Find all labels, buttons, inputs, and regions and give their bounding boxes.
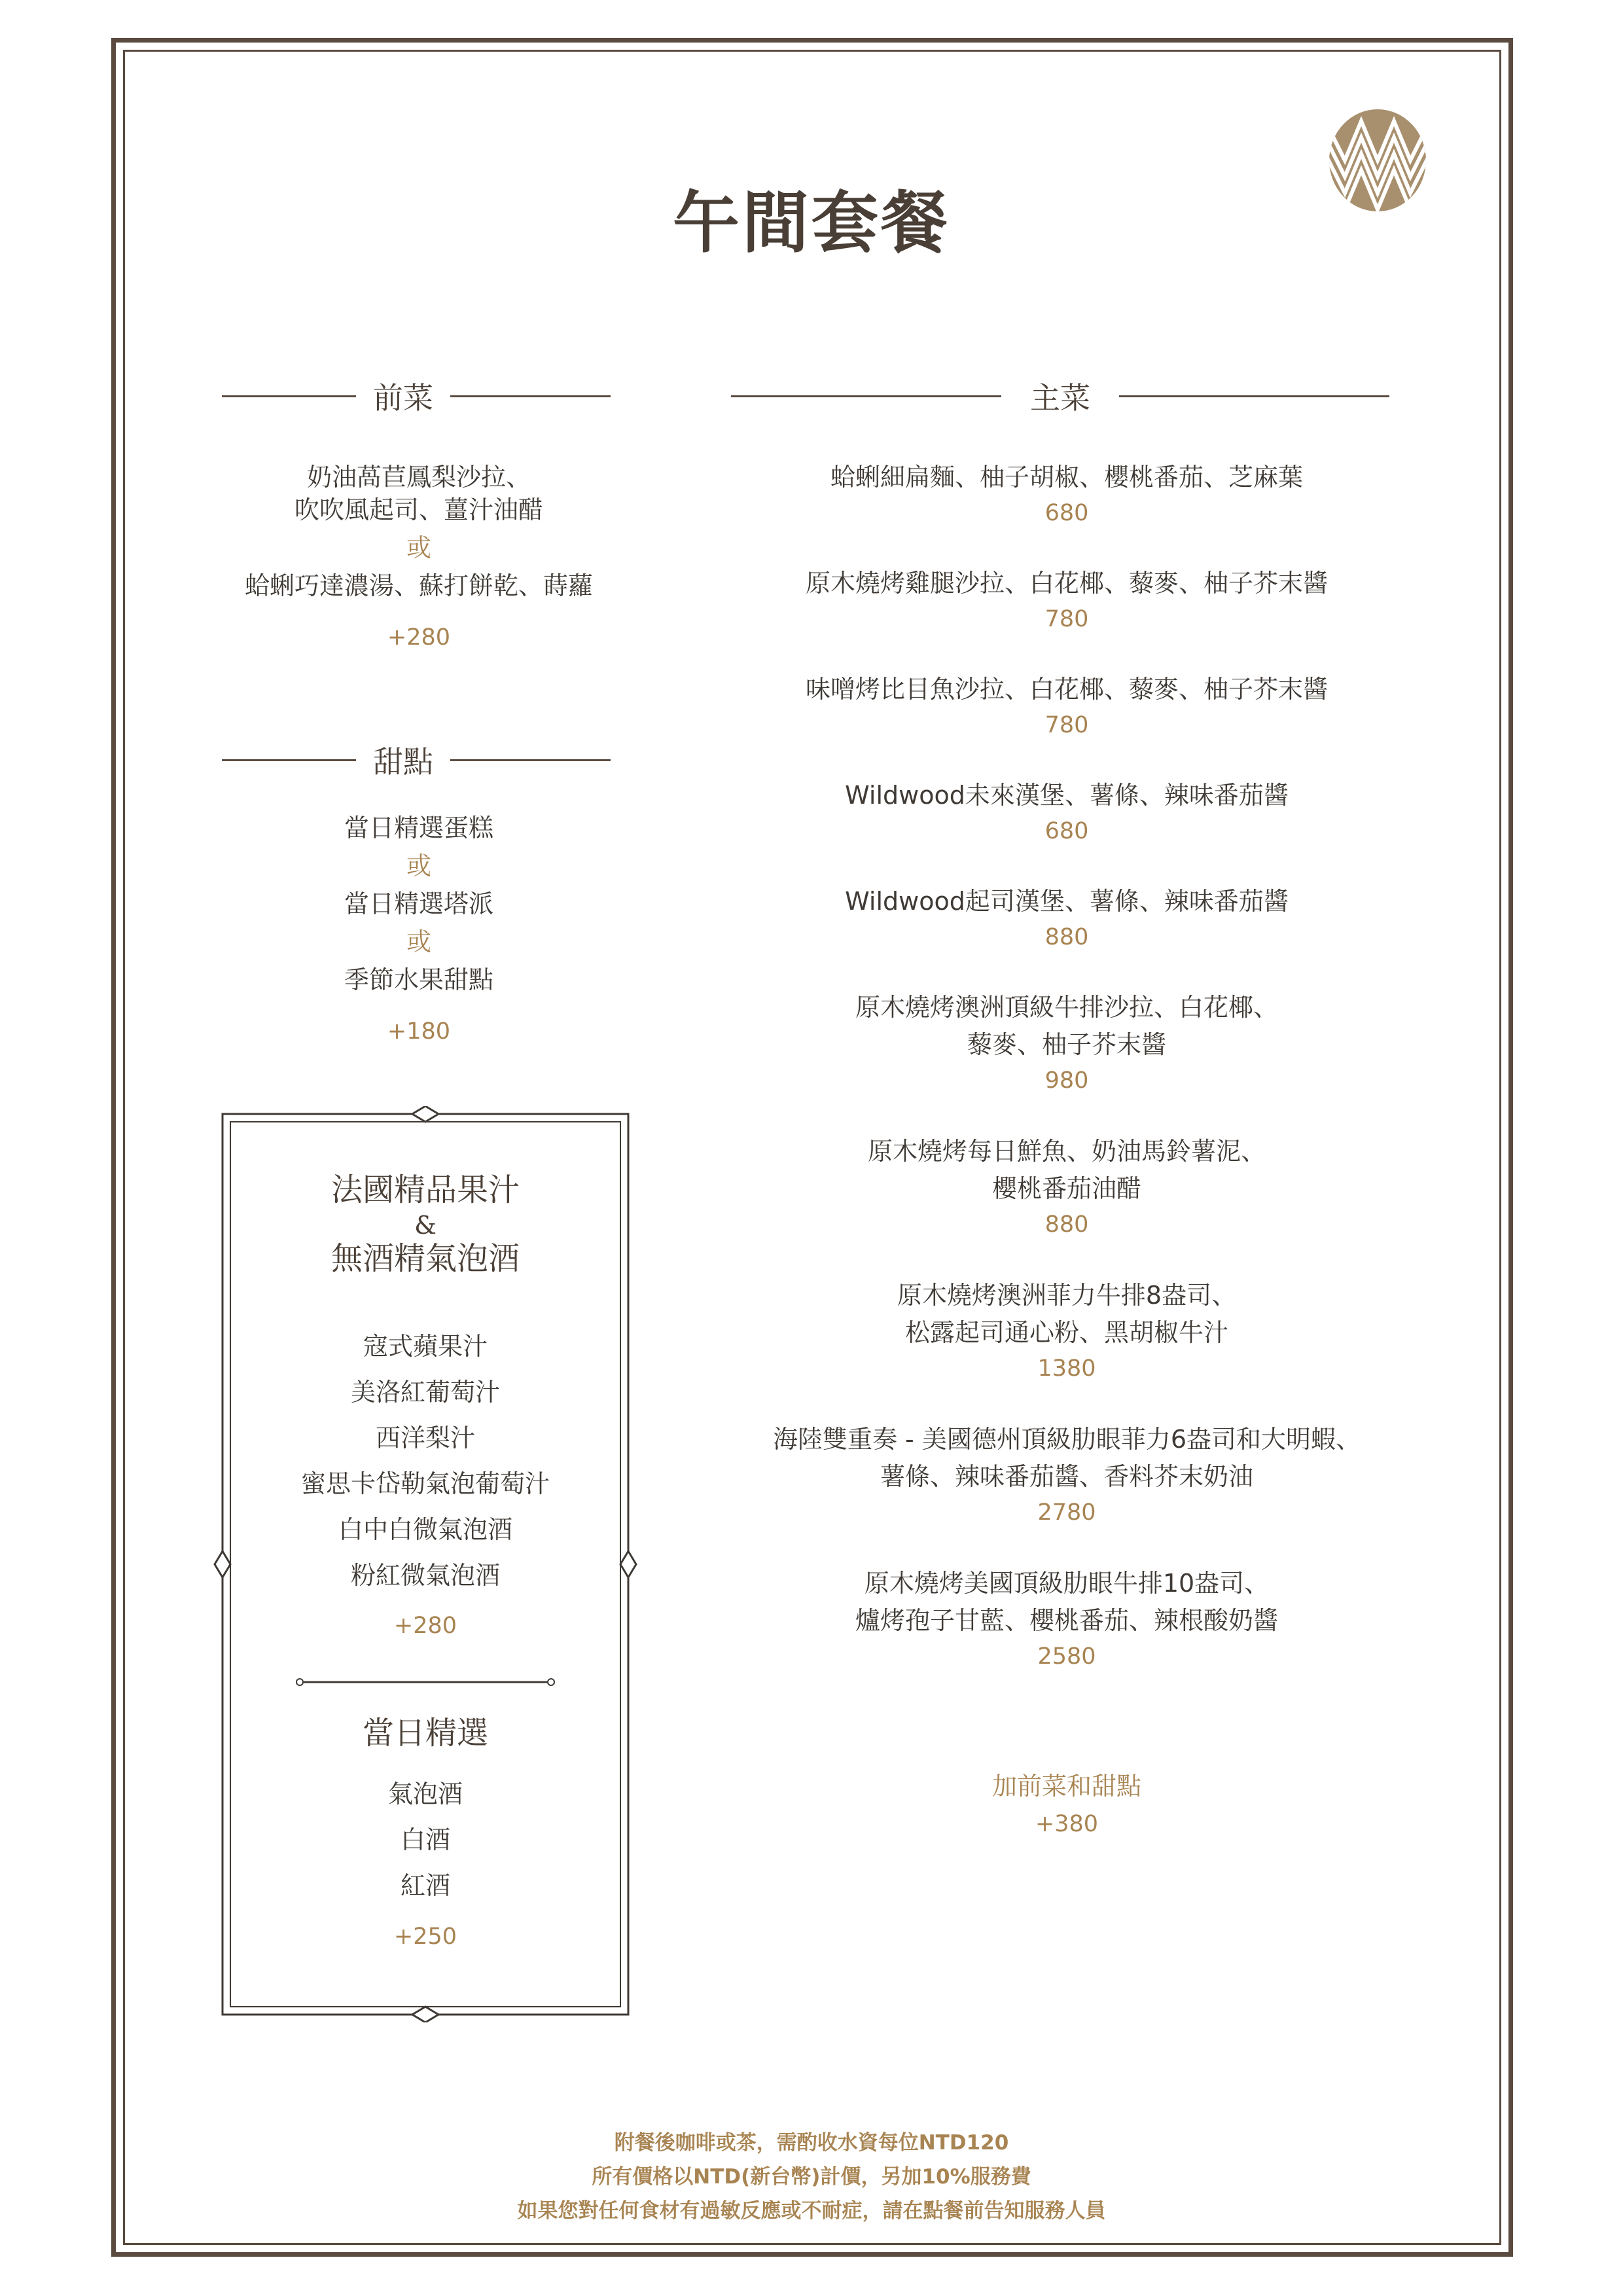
drink-item: 蜜思卡岱勒氣泡葡萄汁 — [300, 1469, 550, 1498]
drink-item: 西洋梨汁 — [375, 1424, 475, 1452]
mains-heading-label: 主菜 — [1030, 380, 1090, 416]
heading-rule — [222, 759, 356, 761]
dessert-or-1: 或 — [406, 852, 431, 880]
main-item-line: 味噌烤比目魚沙拉、白花椰、藜麥、柚子芥末醬 — [805, 675, 1328, 704]
main-item-price: 980 — [1044, 1067, 1089, 1094]
desserts-heading-label: 甜點 — [373, 744, 433, 780]
dessert-item-1: 當日精選蛋糕 — [344, 814, 493, 842]
dessert-item-3: 季節水果甜點 — [344, 965, 493, 994]
main-item-price: 680 — [1044, 818, 1089, 844]
dessert-price: +180 — [387, 1018, 451, 1045]
main-item-price: 780 — [1044, 712, 1089, 738]
main-item-line: 原木燒烤澳洲頂級牛排沙拉、白花椰、 — [855, 993, 1278, 1022]
dessert-item-2: 當日精選塔派 — [344, 889, 493, 918]
footer-note-1: 附餐後咖啡或茶，需酌收水資每位NTD120 — [614, 2131, 1009, 2155]
main-item-price: 780 — [1044, 606, 1089, 632]
addon-label: 加前菜和甜點 — [991, 1772, 1141, 1801]
starter-item-1-line-1: 奶油萵苣鳳梨沙拉、 — [306, 463, 531, 492]
footer-note-3: 如果您對任何食材有過敏反應或不耐症，請在點餐前告知服務人員 — [517, 2199, 1106, 2223]
starter-price: +280 — [387, 624, 451, 651]
daily-price: +250 — [393, 1924, 457, 1950]
main-item-line: 松露起司通心粉、黑胡椒牛汁 — [904, 1318, 1228, 1347]
main-item-line: Wildwood未來漢堡、薯條、辣味番茄醬 — [845, 781, 1289, 810]
daily-item: 白酒 — [400, 1825, 450, 1854]
main-item-line: Wildwood起司漢堡、薯條、辣味番茄醬 — [845, 887, 1289, 916]
mains-heading — [723, 374, 1397, 418]
main-item-price: 2780 — [1037, 1499, 1096, 1526]
main-item-line: 原木燒烤雞腿沙拉、白花椰、藜麥、柚子芥末醬 — [805, 569, 1328, 598]
main-item-line: 原木燒烤澳洲菲力牛排8盎司、 — [897, 1281, 1237, 1310]
starter-item-1-line-2: 吹吹風起司、薑汁油醋 — [294, 495, 543, 524]
page-title: 午間套餐 — [673, 184, 950, 262]
main-item-price: 680 — [1044, 500, 1089, 526]
heading-rule — [1119, 395, 1389, 397]
starter-or: 或 — [406, 533, 431, 562]
main-item-line: 藜麥、柚子芥末醬 — [967, 1030, 1166, 1059]
main-item-line: 原木燒烤每日鮮魚、奶油馬鈴薯泥、 — [867, 1137, 1266, 1166]
drink-item: 粉紅微氣泡酒 — [350, 1561, 500, 1590]
daily-item: 紅酒 — [400, 1871, 450, 1900]
heading-rule — [450, 759, 611, 761]
heading-rule — [450, 395, 611, 397]
addon-price: +380 — [1035, 1811, 1099, 1837]
starter-item-2: 蛤蜊巧達濃湯、蘇打餅乾、蒔蘿 — [244, 571, 593, 600]
daily-selection-title: 當日精選 — [362, 1715, 488, 1751]
heading-rule — [731, 395, 1001, 397]
main-item-line: 蛤蜊細扁麵、柚子胡椒、櫻桃番茄、芝麻葉 — [830, 463, 1303, 492]
heading-rule — [222, 395, 356, 397]
drinks-title-line-2: 無酒精氣泡酒 — [330, 1240, 520, 1277]
main-item-line: 爐烤孢子甘藍、櫻桃番茄、辣根酸奶醬 — [855, 1606, 1278, 1635]
box-divider — [294, 1676, 556, 1689]
drink-item: 美洛紅葡萄汁 — [350, 1378, 500, 1407]
daily-item: 氣泡酒 — [387, 1780, 463, 1808]
main-item-line: 原木燒烤美國頂級肋眼牛排10盎司、 — [864, 1569, 1270, 1598]
main-item-line: 櫻桃番茄油醋 — [991, 1174, 1141, 1203]
main-item-price: 880 — [1044, 924, 1089, 950]
drink-item: 寇式蘋果汁 — [363, 1332, 488, 1361]
dessert-or-2: 或 — [406, 927, 431, 956]
drinks-title-ampersand: & — [414, 1211, 437, 1240]
footer-note-2: 所有價格以NTD(新台幣)計價，另加10%服務費 — [592, 2165, 1031, 2189]
main-item-price: 2580 — [1037, 1643, 1096, 1670]
drinks-price: +280 — [393, 1613, 457, 1639]
main-item-line: 薯條、辣味番茄醬、香料芥末奶油 — [880, 1462, 1253, 1491]
starters-heading-label: 前菜 — [373, 380, 433, 416]
main-item-line: 海陸雙重奏 - 美國德州頂級肋眼菲力6盎司和大明蝦、 — [772, 1425, 1361, 1454]
drink-item: 白中白微氣泡酒 — [338, 1515, 512, 1544]
starters-heading — [208, 374, 624, 418]
main-item-price: 1380 — [1037, 1355, 1096, 1382]
desserts-heading — [208, 738, 624, 781]
main-item-price: 880 — [1044, 1211, 1089, 1238]
drinks-title-line-1: 法國精品果汁 — [330, 1172, 520, 1208]
